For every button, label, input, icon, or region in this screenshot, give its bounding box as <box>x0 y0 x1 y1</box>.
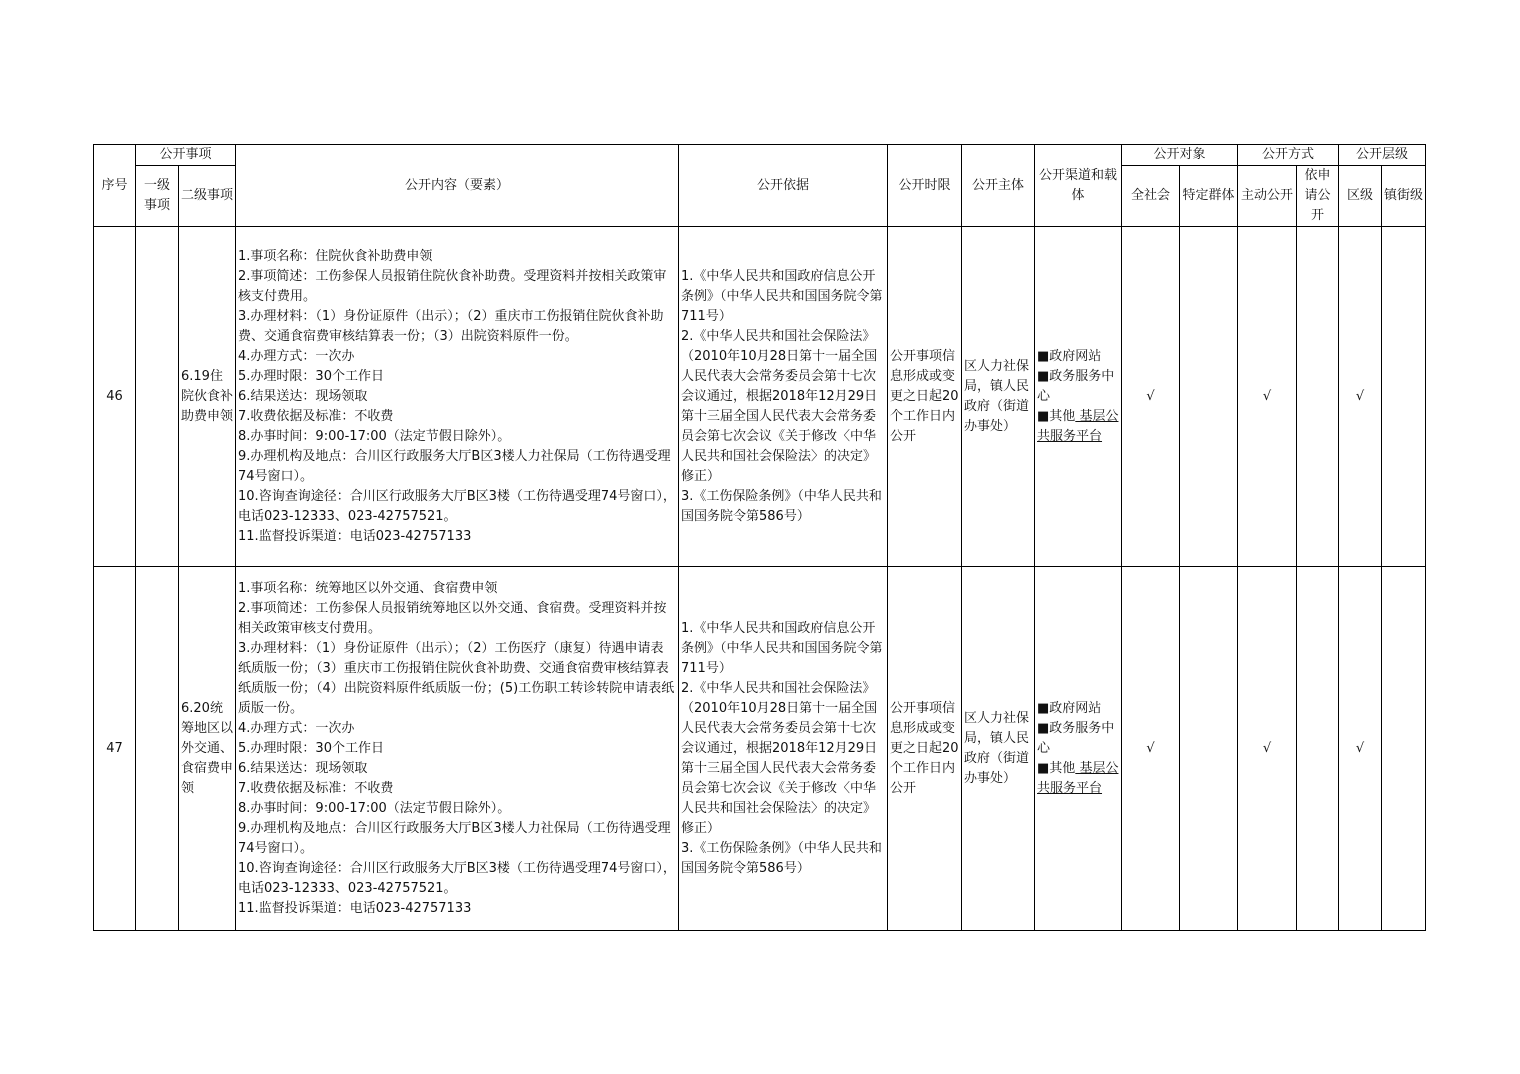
row-all-society: √ <box>1122 227 1180 567</box>
header-item-group: 公开事项 <box>136 145 236 166</box>
channel-gov-site: ■政府网站 <box>1037 700 1102 716</box>
basis-line: 1.《中华人民共和国政府信息公开条例》（中华人民共和国国务院令第711号） <box>681 268 883 324</box>
header-district: 区级 <box>1339 166 1382 227</box>
content-line: 5.办理时限：30个工作日 <box>238 740 384 756</box>
channel-other-prefix: ■其他 <box>1037 760 1076 776</box>
channel-other <box>1037 407 1119 447</box>
basis-line: 3.《工伤保险条例》（中华人民共和国国务院令第586号） <box>681 488 882 524</box>
header-level2: 二级事项 <box>179 166 236 227</box>
header-time: 公开时限 <box>888 145 962 227</box>
row-specific-group <box>1180 227 1238 567</box>
row-channel <box>1035 227 1122 567</box>
basis-line: 3.《工伤保险条例》（中华人民共和国国务院令第586号） <box>681 840 882 876</box>
content-line: 3.办理材料：（1）身份证原件（出示）；（2）工伤医疗（康复）待遇申请表纸质版一份；（3）重庆市工伤报销住院伙食补助费、交通食宿费审核结算表纸质版一份；（4）出院资料原件纸质版一份；(5)工伤职工转诊转院申请表纸质版一份。 <box>238 640 675 716</box>
content-line: 4.办理方式：一次办 <box>238 720 355 736</box>
channel-other <box>1037 759 1119 799</box>
header-on-request: 依申请公开 <box>1297 166 1339 227</box>
content-line: 10.咨询查询途径：合川区行政服务大厅B区3楼（工伤待遇受理74号窗口），电话023-12333、023-42757521。 <box>238 488 676 524</box>
channel-gov-site: ■政府网站 <box>1037 348 1102 364</box>
row-all-society: √ <box>1122 567 1180 931</box>
row-channel <box>1035 567 1122 931</box>
header-content: 公开内容（要素） <box>236 145 679 227</box>
content-line: 11.监督投诉渠道：电话023-42757133 <box>238 528 472 544</box>
header-level1: 一级事项 <box>136 166 179 227</box>
row-on-request <box>1297 567 1339 931</box>
content-line: 8.办事时间：9:00-17:00（法定节假日除外）。 <box>238 428 511 444</box>
content-line: 2.事项简述：工伤参保人员报销住院伙食补助费。受理资料并按相关政策审核支付费用。 <box>238 268 667 304</box>
basis-line: 1.《中华人民共和国政府信息公开条例》（中华人民共和国国务院令第711号） <box>681 620 883 676</box>
content-line: 6.结果送达：现场领取 <box>238 760 368 776</box>
row-content <box>236 567 679 931</box>
row-subject: 区人力社保局，镇人民政府（街道办事处） <box>962 567 1035 931</box>
channel-other-prefix: ■其他 <box>1037 408 1076 424</box>
row-district: √ <box>1339 567 1382 931</box>
content-line: 7.收费依据及标准：不收费 <box>238 780 394 796</box>
content-line: 7.收费依据及标准：不收费 <box>238 408 394 424</box>
content-line: 8.办事时间：9:00-17:00（法定节假日除外）。 <box>238 800 511 816</box>
header-seq: 序号 <box>94 145 136 227</box>
header-subject: 公开主体 <box>962 145 1035 227</box>
row-active: √ <box>1238 227 1297 567</box>
basis-line: 2.《中华人民共和国社会保险法》（2010年10月28日第十一届全国人民代表大会常务委员会第十七次会议通过，根据2018年12月29日第十三届全国人民代表大会常务委员会第七次会议《关于修改〈中华人民共和国社会保险法〉的决定》修正） <box>681 680 878 836</box>
content-line: 11.监督投诉渠道：电话023-42757133 <box>238 900 472 916</box>
row-seq: 47 <box>94 567 136 931</box>
row-time: 公开事项信息形成或变更之日起20个工作日内公开 <box>888 567 962 931</box>
content-line: 6.结果送达：现场领取 <box>238 388 368 404</box>
disclosure-table <box>93 144 1426 931</box>
content-line: 9.办理机构及地点：合川区行政服务大厅B区3楼人力社保局（工伤待遇受理74号窗口）。 <box>238 820 671 856</box>
table-row <box>94 567 1426 931</box>
content-line: 4.办理方式：一次办 <box>238 348 355 364</box>
row-specific-group <box>1180 567 1238 931</box>
row-subject: 区人力社保局，镇人民政府（街道办事处） <box>962 227 1035 567</box>
channel-service-center: ■政务服务中心 <box>1037 720 1115 756</box>
row-level2: 6.19住院伙食补助费申领 <box>179 227 236 567</box>
header-target-group: 公开对象 <box>1122 145 1238 166</box>
channel-service-center: ■政务服务中心 <box>1037 368 1115 404</box>
content-line: 10.咨询查询途径：合川区行政服务大厅B区3楼（工伤待遇受理74号窗口），电话023-12333、023-42757521。 <box>238 860 676 896</box>
row-content <box>236 227 679 567</box>
header-method-group: 公开方式 <box>1238 145 1339 166</box>
row-level2: 6.20统筹地区以外交通、食宿费申领 <box>179 567 236 931</box>
row-active: √ <box>1238 567 1297 931</box>
row-time: 公开事项信息形成或变更之日起20个工作日内公开 <box>888 227 962 567</box>
header-town: 镇街级 <box>1382 166 1426 227</box>
channel-other-value: 基层公共服务平台 <box>1037 408 1119 444</box>
content-line: 1.事项名称：统筹地区以外交通、食宿费申领 <box>238 580 498 596</box>
row-town <box>1382 227 1426 567</box>
content-line: 1.事项名称：住院伙食补助费申领 <box>238 248 433 264</box>
header-active: 主动公开 <box>1238 166 1297 227</box>
row-basis <box>679 567 888 931</box>
channel-other-value: 基层公共服务平台 <box>1037 760 1119 796</box>
row-basis <box>679 227 888 567</box>
header-basis: 公开依据 <box>679 145 888 227</box>
row-level1 <box>136 227 179 567</box>
table-row <box>94 227 1426 567</box>
row-town <box>1382 567 1426 931</box>
row-level1 <box>136 567 179 931</box>
basis-line: 2.《中华人民共和国社会保险法》（2010年10月28日第十一届全国人民代表大会常务委员会第十七次会议通过，根据2018年12月29日第十三届全国人民代表大会常务委员会第七次会议《关于修改〈中华人民共和国社会保险法〉的决定》修正） <box>681 328 878 484</box>
content-line: 5.办理时限：30个工作日 <box>238 368 384 384</box>
row-district: √ <box>1339 227 1382 567</box>
content-line: 3.办理材料：（1）身份证原件（出示）；（2）重庆市工伤报销住院伙食补助费、交通食宿费审核结算表一份；（3）出院资料原件一份。 <box>238 308 664 344</box>
content-line: 2.事项简述：工伤参保人员报销统筹地区以外交通、食宿费。受理资料并按相关政策审核支付费用。 <box>238 600 667 636</box>
row-seq: 46 <box>94 227 136 567</box>
header-channel: 公开渠道和载体 <box>1035 145 1122 227</box>
content-line: 9.办理机构及地点：合川区行政服务大厅B区3楼人力社保局（工伤待遇受理74号窗口）。 <box>238 448 671 484</box>
header-all-society: 全社会 <box>1122 166 1180 227</box>
header-specific-group: 特定群体 <box>1180 166 1238 227</box>
header-level-group: 公开层级 <box>1339 145 1426 166</box>
row-on-request <box>1297 227 1339 567</box>
